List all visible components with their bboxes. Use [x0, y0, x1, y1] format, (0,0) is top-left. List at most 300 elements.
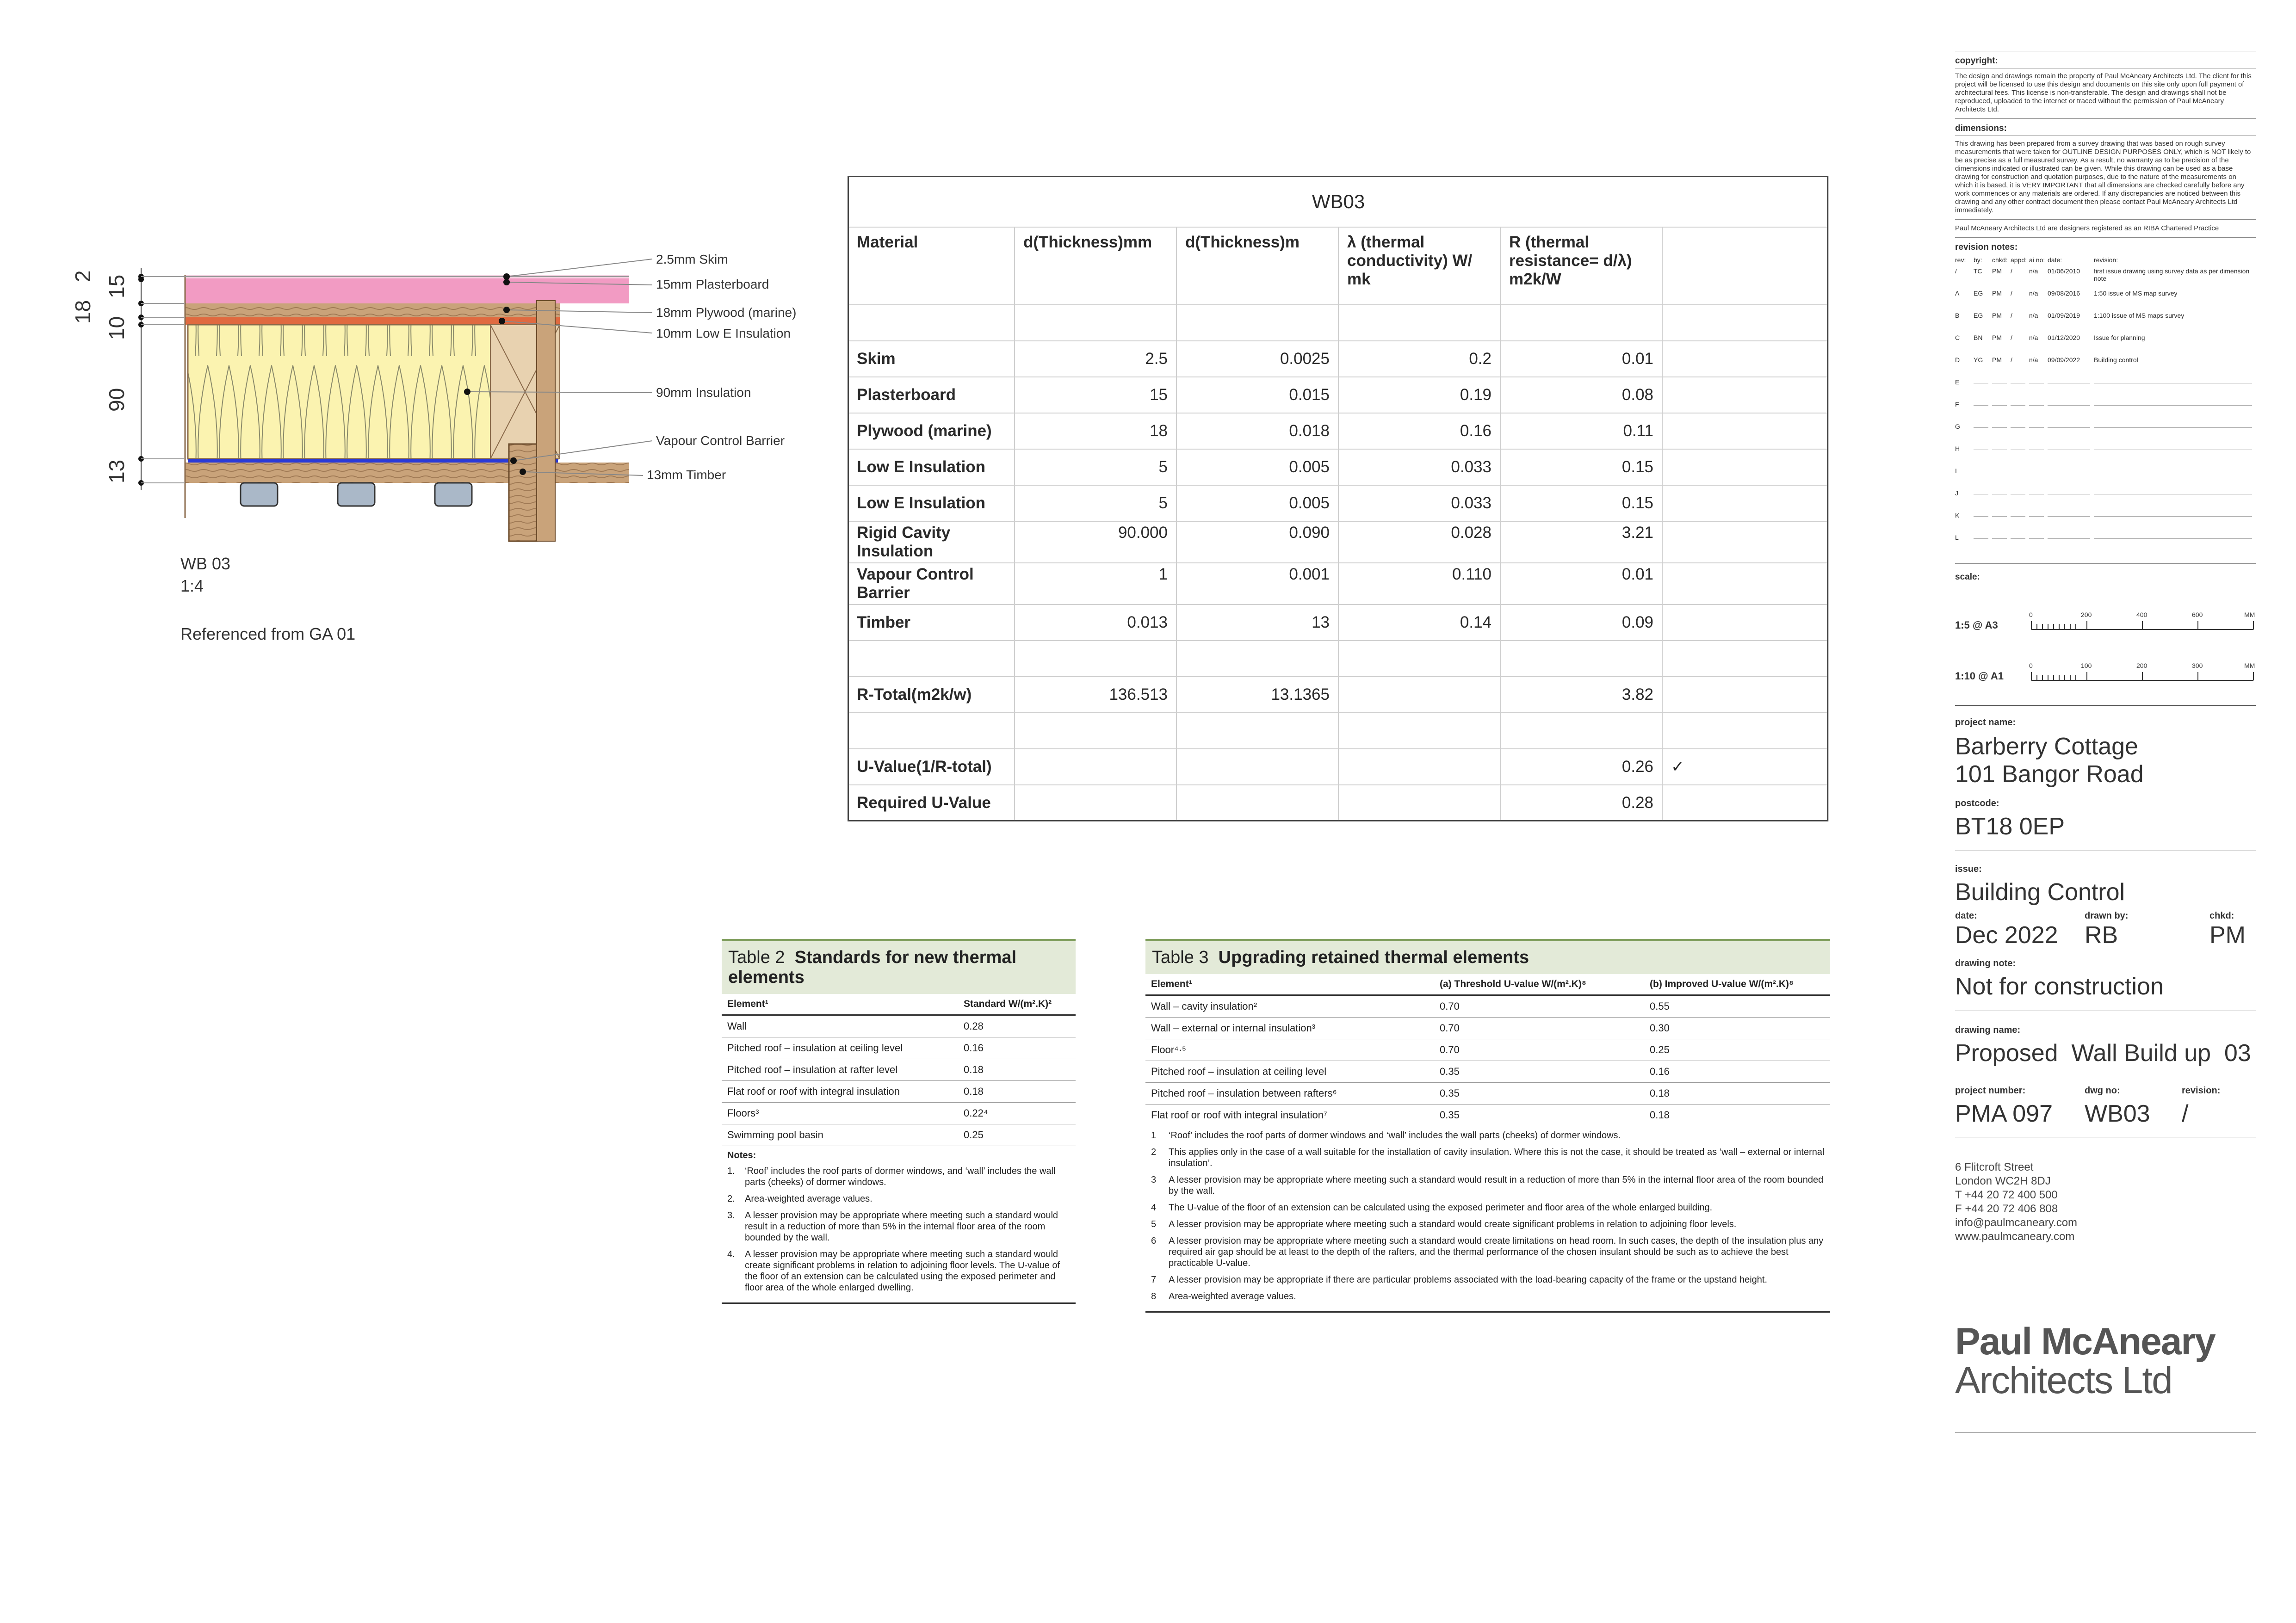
revision-cell: A — [1955, 290, 1960, 297]
calc-cell — [1338, 749, 1500, 785]
revision-blank — [1974, 467, 1988, 472]
revision-cell: 09/09/2022 — [2048, 356, 2080, 364]
revision-row-empty — [1955, 378, 2256, 401]
table-row — [722, 1124, 1076, 1146]
calc-cell — [1015, 785, 1176, 821]
calc-cell — [1176, 641, 1338, 677]
calc-cell: 13.1365 — [1176, 677, 1338, 713]
revision-cell: n/a — [2029, 290, 2038, 297]
logo-line-2: Architects Ltd — [1955, 1359, 2172, 1401]
calc-cell: 90.000 — [1015, 521, 1176, 563]
calc-header-cell: d(Thickness)m — [1176, 227, 1338, 305]
revision-blank — [2011, 378, 2025, 383]
calc-row — [848, 563, 1829, 605]
table-cell: 0.35 — [1434, 1105, 1644, 1126]
address-line: www.paulmcaneary.com — [1955, 1230, 2075, 1243]
revision-cell: first issue drawing using survey data as per dimension note — [2094, 267, 2250, 282]
calc-cell — [1338, 677, 1500, 713]
revision-blank — [2094, 445, 2252, 450]
revision-blank — [1992, 445, 2007, 450]
calc-cell: ✓ — [1662, 749, 1829, 785]
calc-cell — [1500, 305, 1662, 341]
dim-18: 18 — [71, 300, 95, 324]
note-item — [727, 1166, 1070, 1188]
project-number-label: project number: — [1955, 1086, 2026, 1096]
checked-label: chkd: — [2209, 911, 2234, 921]
revision-blank — [1992, 534, 2007, 539]
note-text: A lesser provision may be appropriate where meeting such a standard would create significant problems in relation to adjoining floor levels. The U-value of the floor of an extension can be calculated using the exposed perimeter and floor area of the whole enlarged dwelling. — [745, 1249, 1060, 1293]
revision-row — [1955, 267, 2256, 290]
note-number: 5 — [1151, 1219, 1157, 1229]
table-cell: 0.18 — [1644, 1105, 1830, 1126]
calc-cell: 0.19 — [1338, 377, 1500, 413]
dim-90: 90 — [105, 388, 129, 412]
calc-row — [848, 485, 1829, 521]
revision-blank — [2029, 489, 2044, 494]
calc-cell — [1015, 713, 1176, 749]
address-line: F +44 20 72 406 808 — [1955, 1203, 2058, 1215]
note-text: Area-weighted average values. — [1169, 1291, 1296, 1302]
table-cell: Pitched roof – insulation at ceiling level — [1145, 1061, 1434, 1083]
svg-text:200: 200 — [2081, 611, 2092, 618]
revision-blank — [2011, 401, 2025, 406]
note-number: 1. — [727, 1166, 735, 1176]
revision-header-cell: by: — [1974, 256, 1982, 264]
note-number: 4. — [727, 1249, 735, 1259]
calc-cell: Rigid Cavity Insulation — [848, 521, 1015, 563]
calc-cell: 0.090 — [1176, 521, 1338, 563]
revision-letter: J — [1955, 489, 1958, 497]
revision-cell: PM — [1992, 334, 2002, 341]
table-row — [1145, 1039, 1830, 1061]
drawing-name: Proposed Wall Build up 03 — [1955, 1040, 2251, 1067]
table-cell: 0.25 — [958, 1124, 1076, 1146]
revision-blank — [2011, 423, 2025, 428]
table-2-heading — [722, 939, 1076, 994]
revision-blank — [2048, 423, 2090, 428]
calc-cell: R-Total(m2k/w) — [848, 677, 1015, 713]
calc-cell: Vapour Control Barrier — [848, 563, 1015, 605]
calc-cell: 13 — [1176, 605, 1338, 641]
vapour-control-barrier — [188, 459, 558, 463]
revision-blank — [2094, 401, 2252, 406]
calc-cell: 0.15 — [1500, 449, 1662, 485]
note-item — [727, 1249, 1070, 1293]
calc-row — [848, 341, 1829, 377]
revision-blank — [1992, 401, 2007, 406]
calc-cell: 0.09 — [1500, 605, 1662, 641]
calc-cell — [1176, 785, 1338, 821]
table-3-notes — [1145, 1126, 1830, 1313]
calc-cell — [1662, 677, 1829, 713]
address-line: info@paulmcaneary.com — [1955, 1216, 2078, 1229]
revision-blank — [2029, 378, 2044, 383]
calc-cell: 0.14 — [1338, 605, 1500, 641]
table-cell: 0.28 — [958, 1015, 1076, 1037]
note-number: 2 — [1151, 1147, 1157, 1157]
revision-header-cell: date: — [2048, 256, 2062, 264]
revision-cell: 01/06/2010 — [2048, 267, 2080, 275]
calc-cell — [1662, 521, 1829, 563]
scale-bars — [1955, 592, 2256, 684]
calc-cell: 0.033 — [1338, 449, 1500, 485]
revision-blank — [2029, 512, 2044, 517]
calc-header-cell: λ (thermal conductivity) W/ mk — [1338, 227, 1500, 305]
calc-row — [848, 641, 1829, 677]
revision-cell: TC — [1974, 267, 1982, 275]
calc-cell: 2.5 — [1015, 341, 1176, 377]
date-label: date: — [1955, 911, 1977, 921]
table-3-heading — [1145, 939, 1830, 974]
revision-row-empty — [1955, 445, 2256, 467]
revision-header-cell: ai no: — [2029, 256, 2045, 264]
revision-blank — [2048, 534, 2090, 539]
office-address — [1955, 1160, 2256, 1244]
callout-plywood: 18mm Plywood (marine) — [656, 305, 797, 320]
calc-cell: 0.01 — [1500, 341, 1662, 377]
table-cell: 0.30 — [1644, 1018, 1830, 1039]
calc-cell: 18 — [1015, 413, 1176, 449]
revision-header-cell: chkd: — [1992, 256, 2008, 264]
revision-blank — [1974, 489, 1988, 494]
note-item — [1151, 1291, 1825, 1302]
revision-blank — [1992, 489, 2007, 494]
callout-insulation: 90mm Insulation — [656, 385, 751, 400]
svg-text:MM: MM — [2244, 611, 2255, 618]
revision-blank — [2029, 423, 2044, 428]
revision-cell: n/a — [2029, 312, 2038, 319]
calc-cell: Required U-Value — [848, 785, 1015, 821]
revision-blank — [2094, 423, 2252, 428]
table-cell: 0.18 — [958, 1059, 1076, 1081]
table-cell: Floors³ — [722, 1103, 958, 1124]
calc-row — [848, 305, 1829, 341]
revision-cell: BN — [1974, 334, 1983, 341]
revision-cell: PM — [1992, 267, 2002, 275]
note-item — [1151, 1174, 1825, 1197]
calc-cell: 0.013 — [1015, 605, 1176, 641]
calc-cell: 0.11 — [1500, 413, 1662, 449]
note-item — [1151, 1130, 1825, 1141]
table-3-upgrading — [1145, 939, 1830, 1313]
note-text: A lesser provision may be appropriate where meeting such a standard would create limitations on head room. In such cases, the depth of the insulation plus any required air gap should be at least to the depth of the rafters, and the thermal performance of the chosen insulant should be such as to achieve the best practicable U-value. — [1169, 1236, 1824, 1268]
revision-letter: F — [1955, 401, 1959, 408]
calc-cell — [848, 305, 1015, 341]
revision-row-empty — [1955, 401, 2256, 423]
table-2-title: Standards for new thermal elements — [728, 948, 1016, 987]
calc-cell — [1176, 713, 1338, 749]
calc-row — [848, 521, 1829, 563]
table-cell: Flat roof or roof with integral insulation — [722, 1081, 958, 1103]
table-cell: Floor⁴·⁵ — [1145, 1039, 1434, 1061]
note-text: A lesser provision may be appropriate where meeting such a standard would result in a reduction of more than 5% in the internal floor area of the room bounded by the wall. — [1169, 1175, 1824, 1196]
calc-cell: 0.001 — [1176, 563, 1338, 605]
scale-label: scale: — [1955, 572, 1980, 582]
drawing-name-label: drawing name: — [1955, 1025, 2021, 1035]
revision-blank — [2094, 378, 2252, 383]
table-cell: 0.18 — [1644, 1083, 1830, 1105]
revision-cell: PM — [1992, 290, 2002, 297]
calc-cell: 0.2 — [1338, 341, 1500, 377]
calc-cell: 0.15 — [1500, 485, 1662, 521]
table-cell: 0.25 — [1644, 1039, 1830, 1061]
revision-blank — [1974, 445, 1988, 450]
revision-cell: / — [2011, 290, 2012, 297]
revision-row — [1955, 334, 2256, 356]
table-row — [722, 1037, 1076, 1059]
calc-cell — [848, 641, 1015, 677]
revision-blank — [2048, 445, 2090, 450]
revision-blank — [2094, 534, 2252, 539]
note-item — [1151, 1235, 1825, 1269]
calc-cell — [1662, 563, 1829, 605]
svg-text:0: 0 — [2029, 662, 2033, 669]
revision-blank — [2011, 445, 2025, 450]
note-item — [1151, 1147, 1825, 1169]
project-number: PMA 097 — [1955, 1100, 2053, 1127]
table-2-col-element: Element¹ — [722, 994, 958, 1015]
revision-blank — [2094, 467, 2252, 472]
calc-cell: 0.028 — [1338, 521, 1500, 563]
revision-blank — [1974, 534, 1988, 539]
table-2-num: Table 2 — [728, 948, 785, 967]
table-cell: Flat roof or roof with integral insulation⁷ — [1145, 1105, 1434, 1126]
calc-cell: 0.28 — [1500, 785, 1662, 821]
revision-blank — [2029, 534, 2044, 539]
revision-cell: n/a — [2029, 267, 2038, 275]
calc-cell — [1662, 305, 1829, 341]
project-name-1: Barberry Cottage — [1955, 733, 2138, 760]
revision-blank — [2011, 467, 2025, 472]
company-logo — [1955, 1322, 2256, 1400]
calc-row — [848, 785, 1829, 821]
svg-text:200: 200 — [2136, 662, 2147, 669]
calc-cell: Low E Insulation — [848, 485, 1015, 521]
calc-cell — [1176, 305, 1338, 341]
revision-cell: PM — [1992, 356, 2002, 364]
note-number: 3 — [1151, 1175, 1157, 1185]
revision: / — [2182, 1100, 2189, 1127]
revision-blank — [2048, 489, 2090, 494]
revision-blank — [2029, 445, 2044, 450]
table-row — [1145, 1105, 1830, 1126]
note-number: 1 — [1151, 1130, 1157, 1141]
calc-cell — [1662, 377, 1829, 413]
calc-cell — [1662, 713, 1829, 749]
revision-blank — [2011, 489, 2025, 494]
calc-cell: 0.033 — [1338, 485, 1500, 521]
svg-text:300: 300 — [2192, 662, 2203, 669]
table-2-standards — [722, 939, 1076, 1304]
svg-text:0: 0 — [2029, 611, 2033, 618]
table-cell: 0.18 — [958, 1081, 1076, 1103]
note-text: A lesser provision may be appropriate where meeting such a standard would result in a reduction of more than 5% in the internal floor area of the room bounded by the wall. — [745, 1210, 1058, 1243]
calc-cell — [1662, 413, 1829, 449]
table-row — [1145, 1061, 1830, 1083]
table-cell: Wall — [722, 1015, 958, 1037]
calc-cell — [1662, 641, 1829, 677]
calc-cell — [1015, 749, 1176, 785]
title-block — [1955, 46, 2256, 1438]
calc-cell: 3.82 — [1500, 677, 1662, 713]
table-cell: 0.22⁴ — [958, 1103, 1076, 1124]
revision-blank — [1992, 378, 2007, 383]
dim-15: 15 — [105, 274, 129, 298]
note-text: The U-value of the floor of an extension can be calculated using the exposed perimeter and floor area of the whole enlarged building. — [1169, 1203, 1713, 1213]
callout-plasterboard: 15mm Plasterboard — [656, 277, 769, 291]
revision-blank — [2029, 467, 2044, 472]
table-cell: Wall – cavity insulation² — [1145, 995, 1434, 1018]
revision-cell: C — [1955, 334, 1960, 341]
revision-cell: / — [2011, 356, 2012, 364]
calc-cell: 0.08 — [1500, 377, 1662, 413]
revision-row — [1955, 312, 2256, 334]
calc-row — [848, 677, 1829, 713]
calc-row — [848, 605, 1829, 641]
calc-cell: Timber — [848, 605, 1015, 641]
riba-text: Paul McAneary Architects Ltd are designers registered as an RIBA Chartered Practice — [1955, 224, 2219, 232]
scale-2-label: 1:10 @ A1 — [1955, 670, 2004, 682]
calc-cell: 136.513 — [1015, 677, 1176, 713]
revision-letter: G — [1955, 423, 1960, 430]
revision-cell: n/a — [2029, 334, 2038, 341]
revision-blank — [2029, 401, 2044, 406]
table-2-col-standard: Standard W/(m².K)² — [958, 994, 1076, 1015]
calc-cell: U-Value(1/R-total) — [848, 749, 1015, 785]
revision-row-empty — [1955, 489, 2256, 512]
note-item — [727, 1193, 1070, 1204]
note-number: 3. — [727, 1210, 735, 1221]
issue: Building Control — [1955, 879, 2125, 906]
callout-skim: 2.5mm Skim — [656, 252, 728, 266]
svg-text:MM: MM — [2244, 662, 2255, 669]
calc-cell: 0.005 — [1176, 449, 1338, 485]
table-3-title: Upgrading retained thermal elements — [1218, 948, 1529, 967]
note-number: 8 — [1151, 1291, 1157, 1302]
revision-cell: EG — [1974, 290, 1983, 297]
calc-cell — [1015, 305, 1176, 341]
calc-row — [848, 449, 1829, 485]
table-cell: 0.70 — [1434, 1018, 1644, 1039]
dim-13: 13 — [105, 459, 129, 483]
note-item — [727, 1210, 1070, 1243]
table-cell: Pitched roof – insulation between rafters⁶ — [1145, 1083, 1434, 1105]
revision-blank — [2048, 467, 2090, 472]
revision-blank — [1992, 512, 2007, 517]
scale-1-label: 1:5 @ A3 — [1955, 619, 1998, 631]
calc-header-cell: R (thermal resistance= d/λ) m2k/W — [1500, 227, 1662, 305]
note-item — [1151, 1274, 1825, 1285]
calc-cell: 0.005 — [1176, 485, 1338, 521]
calc-row — [848, 713, 1829, 749]
svg-text:100: 100 — [2081, 662, 2092, 669]
calc-cell — [1662, 485, 1829, 521]
calc-cell: 0.01 — [1500, 563, 1662, 605]
revision-letter: E — [1955, 378, 1960, 386]
project-name-2: 101 Bangor Road — [1955, 761, 2144, 788]
wall-section-detail — [69, 241, 856, 564]
calc-cell — [1015, 641, 1176, 677]
project-name-label: project name: — [1955, 717, 2016, 728]
calc-cell: 3.21 — [1500, 521, 1662, 563]
revision-cell: PM — [1992, 312, 2002, 319]
revision-row-empty — [1955, 423, 2256, 445]
calc-cell: Plywood (marine) — [848, 413, 1015, 449]
revision-blank — [2094, 512, 2252, 517]
revision-blank — [2011, 534, 2025, 539]
calc-cell: 0.110 — [1338, 563, 1500, 605]
callout-timber: 13mm Timber — [647, 468, 726, 482]
revision-blank — [1992, 423, 2007, 428]
calc-cell: 0.26 — [1500, 749, 1662, 785]
revision-header-cell: appd: — [2011, 256, 2027, 264]
drawn-by-label: drawn by: — [2085, 911, 2129, 921]
revision-cell: D — [1955, 356, 1960, 364]
table-row — [722, 1103, 1076, 1124]
revision-list — [1955, 267, 2256, 556]
table-cell: Wall – external or internal insulation³ — [1145, 1018, 1434, 1039]
revision-notes-label: revision notes: — [1955, 242, 2018, 252]
calc-cell: 5 — [1015, 485, 1176, 521]
calc-cell: 1 — [1015, 563, 1176, 605]
table-3-col-threshold: (a) Threshold U-value W/(m².K)⁸ — [1434, 974, 1644, 995]
table-3-col-element: Element¹ — [1145, 974, 1434, 995]
calc-header-cell — [1662, 227, 1829, 305]
revision-cell: 01/09/2019 — [2048, 312, 2080, 319]
table-2-notes — [722, 1146, 1076, 1304]
table-2-notes-title: Notes: — [727, 1150, 756, 1160]
svg-text:600: 600 — [2192, 611, 2203, 618]
revision-blank — [2048, 512, 2090, 517]
calc-cell: Skim — [848, 341, 1015, 377]
calc-cell — [1662, 449, 1829, 485]
dwg-no-label: dwg no: — [2085, 1086, 2120, 1096]
table-row — [722, 1059, 1076, 1081]
dim-2: 2 — [71, 270, 95, 282]
revision-row — [1955, 290, 2256, 312]
address-line: London WC2H 8DJ — [1955, 1175, 2051, 1187]
detail-scale: 1:4 — [180, 576, 204, 595]
revision-row-empty — [1955, 534, 2256, 556]
svg-text:400: 400 — [2136, 611, 2147, 618]
table-cell: 0.55 — [1644, 995, 1830, 1018]
revision-blank — [1974, 423, 1988, 428]
plasterboard-layer — [185, 278, 629, 303]
callout-low-e: 10mm Low E Insulation — [656, 326, 791, 340]
calc-cell — [1662, 785, 1829, 821]
calc-cell: 0.015 — [1176, 377, 1338, 413]
table-cell: 0.70 — [1434, 995, 1644, 1018]
calc-cell: 15 — [1015, 377, 1176, 413]
dim-10: 10 — [105, 316, 129, 340]
note-text: A lesser provision may be appropriate where meeting such a standard would create significant problems in relation to adjoining floor levels. — [1169, 1219, 1737, 1229]
copyright-label: copyright: — [1955, 56, 1998, 66]
note-number: 6 — [1151, 1236, 1157, 1246]
note-text: This applies only in the case of a wall suitable for the installation of cavity insulation. Where this is not the case, it should be treated as ‘wall – external or internal insulation’. — [1169, 1147, 1825, 1168]
issue-label: issue: — [1955, 864, 1982, 874]
calc-row — [848, 749, 1829, 785]
calc-cell — [1500, 641, 1662, 677]
date: Dec 2022 — [1955, 922, 2058, 949]
revision-blank — [1974, 401, 1988, 406]
revision-blank — [1974, 378, 1988, 383]
revision-blank — [2094, 489, 2252, 494]
note-number: 2. — [727, 1194, 735, 1204]
calc-cell: 5 — [1015, 449, 1176, 485]
note-text: A lesser provision may be appropriate if there are particular problems associated with the load-bearing capacity of the frame or the upstand height. — [1169, 1275, 1768, 1285]
calc-cell — [1500, 713, 1662, 749]
copyright-text: The design and drawings remain the property of Paul McAneary Architects Ltd. The client for this project will be licensed to use this design and documents on this site only upon full payment of architectural fees. This license is non-transferable. The design and drawings shall not be reproduced, uploaded to the internet or traced without the permission of Paul McAneary Architects Ltd. — [1955, 72, 2252, 113]
